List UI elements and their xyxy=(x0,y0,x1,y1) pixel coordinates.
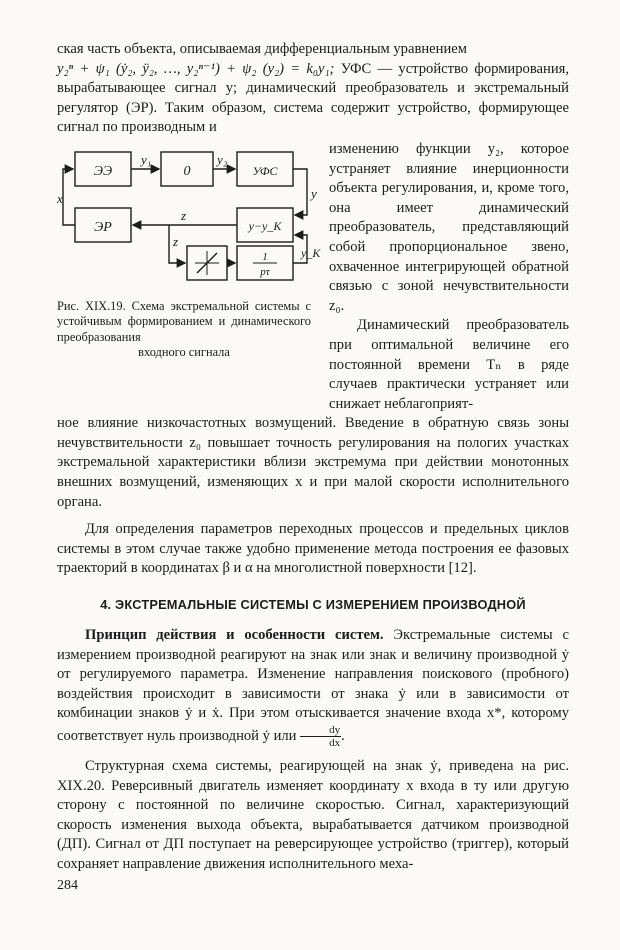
block-ufs-label: УФС xyxy=(252,163,278,178)
integrator-denominator: pτ xyxy=(260,265,270,278)
phase-paragraph: Для определения параметров переходных процессов и предельных циклов системы в этом случае также удобно применение метода построения ее фазовых траекторий в координатах β и α на многолистной поверхности [12]. xyxy=(57,521,569,577)
integrator-numerator: 1 xyxy=(262,250,268,263)
continued-paragraph: ное влияние низкочастотных возмущений. Введение в обратную связь зоны нечувствительности z₀ повышает точность регулирования на пологих участках экстремальной характеристики вблизи экстремума при действии монотонных внешних возмущений, изменяющих x и при малой скорости исполнительного органа. xyxy=(57,415,569,510)
block-comparator-label: y−y_K xyxy=(248,218,282,233)
signal-yk: y_K xyxy=(301,245,321,260)
intro-equation-paragraph xyxy=(57,60,569,138)
section-paragraph-1 xyxy=(57,626,569,749)
section-paragraph-2: Структурная схема системы, реагирующей на знак ẏ, приведена на рис. XIX.20. Реверсивный двигатель изменяет координату x входа в ту или другую сторону с постоянной по величине скоростью. Сигнал, характеризующий скорость изменения выхода объекта, вырабатывается датчиком производной (ДП). Сигнал от ДП поступает на реверсирующее устройство (триггер), который сохраняет направление движения исполнительного меха- xyxy=(57,758,569,872)
signal-z-left: z xyxy=(173,233,179,249)
fraction-numerator: dy xyxy=(300,724,341,737)
intro-equation-tail: УФС — устройство формирования, вырабатывающее сигнал y; динамический преобразователь и экстремальный регулятор (ЭР). Таким образом, система содержит устройство, формирующее сигнал по производным и xyxy=(57,60,569,136)
side-paragraph-2: Динамический преобразователь при оптимальной величине его постоянной времени Tₙ в ряде случаев практически устраняет или снижает неблагоприят- xyxy=(329,317,569,412)
figure-caption-end: входного сигнала xyxy=(138,345,230,360)
section-paragraph-1-text: Экстремальные системы с измерением производной реагируют на знак или знак и величину производной ẏ от регулируемого параметра. Изменение направления поискового (пробного) воздействия происходит в зависимости от знака ẏ или в зависимости от комбинации знаков ẏ и ẋ. При этом отыскивается значение входа x*, которому соответствует нуль производной ẏ или xyxy=(57,627,569,744)
signal-y: y xyxy=(311,185,317,201)
intro-equation: y₂ⁿ + ψ₁ (ẏ₂, ÿ₂, …, y₂ⁿ⁻¹) + ψ₂ (y₂) = k₀y₁; xyxy=(57,60,335,77)
intro-line: ская часть объекта, описываемая дифференциальным уравнением xyxy=(57,41,467,57)
section-paragraph-1-end: . xyxy=(341,727,345,744)
signal-x: x xyxy=(57,190,63,206)
block-er-label: ЭР xyxy=(94,219,112,235)
figure-caption xyxy=(57,299,325,361)
signal-z-top: z xyxy=(181,207,187,223)
figure-column xyxy=(57,140,325,361)
block-object-label: 0 xyxy=(183,163,191,179)
signal-y2: y₂ xyxy=(217,151,228,167)
figure-block xyxy=(57,140,569,414)
page-number: 284 xyxy=(57,878,78,893)
figure-side-text xyxy=(325,140,569,414)
block-diagram xyxy=(57,140,325,290)
derivative-fraction xyxy=(300,724,341,749)
page-content xyxy=(57,40,569,875)
signal-y1: y₁ xyxy=(141,151,152,167)
fraction-denominator: dx xyxy=(329,737,341,749)
side-paragraph-1: изменению функции y₂, которое устраняет влияние инерционности объекта регулирования, и, кроме того, она имеет динамический преобразователь, представляющий собой пропорциональное звено, охваченное интегрирующей обратной связью с зоной нечувствительности z₀. xyxy=(329,140,569,314)
runin-heading: Принцип действия и особенности систем. xyxy=(85,627,384,644)
block-ee-label: ЭЭ xyxy=(93,163,113,179)
section-heading: 4. ЭКСТРЕМАЛЬНЫЕ СИСТЕМЫ С ИЗМЕРЕНИЕМ ПРОИЗВОДНОЙ xyxy=(100,597,526,613)
figure-caption-main: Рис. XIX.19. Схема экстремальной системы с устойчивым формированием и динамического преобразования xyxy=(57,298,311,344)
